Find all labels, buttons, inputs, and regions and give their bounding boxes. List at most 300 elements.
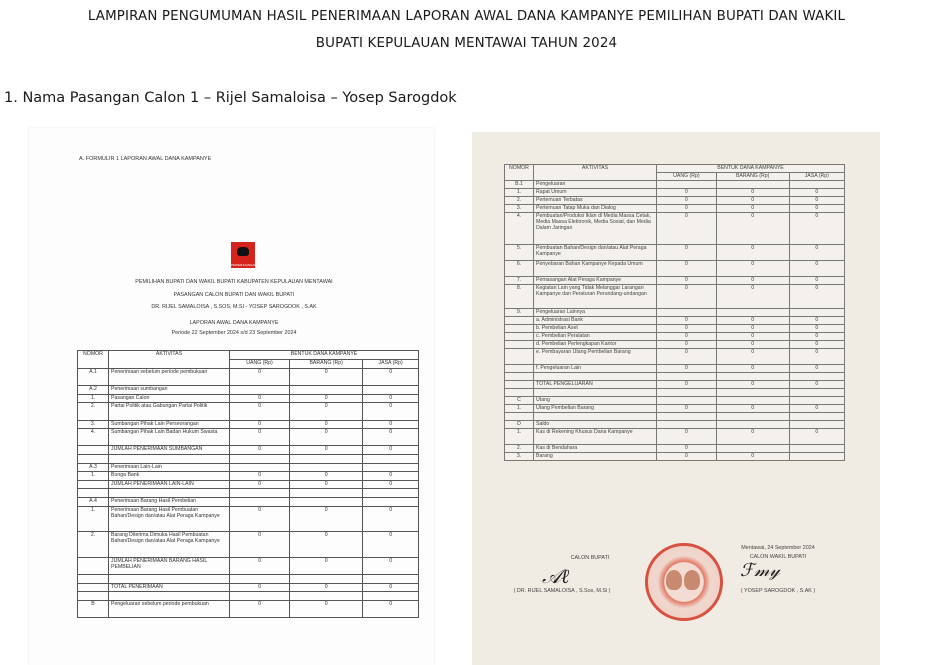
- cell-barang: 0: [716, 333, 789, 341]
- cell-barang: 0: [716, 213, 789, 245]
- table-row: [78, 394, 419, 403]
- cell-aktivitas: Pembuatan Bahan/Design dan/atau Alat Peraga Kampanye: [534, 245, 657, 261]
- cell-jasa: 0: [789, 261, 844, 277]
- cell-barang: [716, 413, 789, 421]
- cell-jasa: 0: [789, 429, 844, 445]
- cell-aktivitas: c. Pembelian Peralatan: [534, 333, 657, 341]
- cell-nomor: [505, 413, 534, 421]
- cell-uang: [230, 454, 290, 463]
- cell-uang: 0: [657, 445, 717, 453]
- table-row: [78, 601, 419, 618]
- header-line-2: BUPATI KEPULAUAN MENTAWAI TAHUN 2024: [315, 36, 618, 51]
- cell-uang: [657, 181, 717, 189]
- cell-nomor: A.3: [78, 463, 109, 472]
- table-row: [78, 558, 419, 575]
- cell-aktivitas: Pengeluaran Lainnya: [534, 309, 657, 317]
- cell-uang: 0: [657, 205, 717, 213]
- cell-barang: 0: [290, 601, 363, 618]
- cell-nomor: A.2: [78, 386, 109, 395]
- cell-nomor: [78, 489, 109, 498]
- cell-jasa: [363, 386, 419, 395]
- cell-jasa: [789, 309, 844, 317]
- cell-uang: [657, 421, 717, 429]
- cell-jasa: 0: [363, 601, 419, 618]
- cell-jasa: 0: [789, 325, 844, 333]
- cell-nomor: 1.: [78, 394, 109, 403]
- cell-barang: 0: [716, 189, 789, 197]
- cell-uang: 0: [657, 333, 717, 341]
- col-bentuk: BENTUK DANA KAMPANYE: [230, 351, 419, 360]
- cell-jasa: 0: [363, 583, 419, 592]
- table-row: [78, 403, 419, 420]
- cell-nomor: 8.: [505, 285, 534, 309]
- cell-jasa: [363, 489, 419, 498]
- table-row: [505, 365, 845, 373]
- campaign-stamp: [645, 543, 723, 621]
- col-uang: UANG (Rp): [230, 360, 290, 369]
- cell-barang: [290, 575, 363, 584]
- cell-barang: 0: [290, 532, 363, 558]
- report-title-line: DR. RIJEL SAMALOISA , S.SOS, M.SI - YOSEP SAROGDOK , S.AK: [151, 304, 317, 310]
- cell-barang: 0: [290, 558, 363, 575]
- cell-uang: 0: [657, 285, 717, 309]
- cell-uang: 0: [657, 429, 717, 445]
- table-row: [505, 261, 845, 277]
- cell-barang: 0: [716, 197, 789, 205]
- cell-jasa: [789, 445, 844, 453]
- cell-nomor: [78, 558, 109, 575]
- col-nomor: NOMOR: [78, 351, 109, 369]
- report-title-line: LAPORAN AWAL DANA KAMPANYE: [189, 320, 279, 326]
- cell-barang: [290, 489, 363, 498]
- table-row: [505, 389, 845, 397]
- cell-uang: 0: [657, 325, 717, 333]
- cell-nomor: [505, 317, 534, 325]
- report-period: Periode 22 September 2024 s/d 23 September 2024: [171, 330, 297, 336]
- cell-aktivitas: Kegiatan Lain yang Tidak Melanggar Larangan Kampanye dan Peraturan Perundang-undangan: [534, 285, 657, 309]
- cell-nomor: [505, 365, 534, 373]
- cell-barang: [290, 497, 363, 506]
- cell-nomor: 2.: [78, 532, 109, 558]
- cell-aktivitas: [534, 389, 657, 397]
- table-row: [505, 309, 845, 317]
- cell-barang: 0: [290, 403, 363, 420]
- col-jasa: JASA (Rp): [363, 360, 419, 369]
- cell-aktivitas: Sumbangan Pihak Lain Badan Hukum Swasta: [109, 429, 230, 446]
- table-row: [505, 197, 845, 205]
- cell-jasa: 0: [363, 446, 419, 455]
- cell-uang: 0: [657, 381, 717, 389]
- cell-uang: 0: [230, 446, 290, 455]
- cell-nomor: [505, 373, 534, 381]
- cell-jasa: [789, 421, 844, 429]
- table-row: [505, 189, 845, 197]
- cell-uang: 0: [230, 480, 290, 489]
- col-uang: UANG (Rp): [657, 173, 717, 181]
- table-row: [78, 429, 419, 446]
- cell-jasa: 0: [363, 420, 419, 429]
- cell-barang: 0: [290, 583, 363, 592]
- cell-aktivitas: TOTAL PENERIMAAN: [109, 583, 230, 592]
- cell-jasa: 0: [789, 333, 844, 341]
- cell-barang: [716, 373, 789, 381]
- cell-uang: 0: [657, 261, 717, 277]
- table-row: [78, 506, 419, 532]
- cell-nomor: B: [78, 601, 109, 618]
- cell-nomor: C: [505, 397, 534, 405]
- cell-aktivitas: Pemasangan Alat Peraga Kampanye: [534, 277, 657, 285]
- table-row: [505, 373, 845, 381]
- cell-uang: 0: [657, 213, 717, 245]
- cell-uang: 0: [657, 317, 717, 325]
- cell-barang: 0: [716, 285, 789, 309]
- cell-barang: 0: [290, 420, 363, 429]
- cell-barang: [716, 421, 789, 429]
- cell-jasa: 0: [363, 506, 419, 532]
- col-barang: BARANG (Rp): [716, 173, 789, 181]
- cell-uang: [657, 309, 717, 317]
- table-row: [505, 453, 845, 461]
- signature-title-left: CALON BUPATI: [570, 555, 610, 561]
- table-row: [505, 205, 845, 213]
- cell-uang: 0: [657, 349, 717, 365]
- cell-aktivitas: JUMLAH PENERIMAAN SUMBANGAN: [109, 446, 230, 455]
- cell-uang: [230, 575, 290, 584]
- cell-jasa: 0: [789, 189, 844, 197]
- cell-jasa: 0: [363, 532, 419, 558]
- signature-name-right: ( YOSEP SAROGDOK , S.AK ): [740, 588, 816, 594]
- table-row: [505, 381, 845, 389]
- cell-aktivitas: TOTAL PENGELUARAN: [534, 381, 657, 389]
- cell-nomor: [78, 592, 109, 601]
- cell-uang: 0: [230, 369, 290, 386]
- document-header: [0, 3, 933, 57]
- cell-aktivitas: JUMLAH PENERIMAAN LAIN-LAIN: [109, 480, 230, 489]
- cell-uang: 0: [230, 420, 290, 429]
- cell-jasa: 0: [789, 277, 844, 285]
- table-row: [505, 421, 845, 429]
- cell-aktivitas: Kas di Bendahara: [534, 445, 657, 453]
- cell-aktivitas: Utang: [534, 397, 657, 405]
- cell-jasa: 0: [789, 341, 844, 349]
- cell-jasa: [789, 397, 844, 405]
- cell-barang: [716, 389, 789, 397]
- cell-nomor: [78, 583, 109, 592]
- cell-barang: 0: [290, 394, 363, 403]
- table-row: [505, 405, 845, 413]
- cell-barang: 0: [716, 341, 789, 349]
- party-logo: [231, 242, 255, 268]
- table-row: [505, 245, 845, 261]
- cell-nomor: [78, 446, 109, 455]
- cell-nomor: 2.: [505, 445, 534, 453]
- party-logo-label: PDIPERJUANGAN: [231, 263, 257, 267]
- cell-nomor: 4.: [505, 213, 534, 245]
- cell-jasa: [789, 413, 844, 421]
- col-aktivitas: AKTIVITAS: [534, 165, 657, 181]
- bull-icon: [237, 247, 249, 256]
- table-row: [505, 333, 845, 341]
- cell-barang: 0: [716, 381, 789, 389]
- cell-barang: 0: [716, 317, 789, 325]
- cell-nomor: A.4: [78, 497, 109, 506]
- cell-uang: [230, 463, 290, 472]
- cell-aktivitas: [534, 373, 657, 381]
- signature-name-left: ( DR. RIJEL SAMALOISA , S.Sos, M.Si ): [513, 588, 611, 594]
- cell-nomor: 4.: [78, 429, 109, 446]
- cell-aktivitas: Penerimaan Barang Hasil Pembuatan Bahan/Design dan/atau Alat Peraga Kampanye: [109, 506, 230, 532]
- cell-aktivitas: f. Pengeluaran Lain: [534, 365, 657, 373]
- cell-uang: 0: [230, 429, 290, 446]
- cell-uang: [657, 389, 717, 397]
- cell-nomor: 3.: [78, 420, 109, 429]
- cell-uang: 0: [657, 197, 717, 205]
- cell-nomor: 5.: [505, 245, 534, 261]
- table-row: [78, 386, 419, 395]
- table-row: [78, 583, 419, 592]
- cell-nomor: 1.: [505, 189, 534, 197]
- cell-uang: [657, 413, 717, 421]
- cell-nomor: 1.: [78, 472, 109, 481]
- candidate-subtitle: 1. Nama Pasangan Calon 1 – Rijel Samaloisa – Yosep Sarogdok: [4, 90, 457, 106]
- cell-nomor: [78, 454, 109, 463]
- cell-aktivitas: [109, 592, 230, 601]
- cell-aktivitas: Saldo: [534, 421, 657, 429]
- cell-jasa: 0: [789, 365, 844, 373]
- table-row: [78, 480, 419, 489]
- cell-uang: [657, 373, 717, 381]
- cell-barang: 0: [716, 405, 789, 413]
- cell-nomor: [505, 381, 534, 389]
- report-title-line: PEMILIHAN BUPATI DAN WAKIL BUPATI KABUPATEN KEPULAUAN MENTAWAI: [135, 279, 333, 285]
- cell-aktivitas: d. Pembelian Perlengkapan Kantor: [534, 341, 657, 349]
- cell-nomor: [78, 480, 109, 489]
- report-title-line: PASANGAN CALON BUPATI DAN WAKIL BUPATI: [173, 292, 295, 298]
- cell-uang: 0: [230, 394, 290, 403]
- cell-uang: 0: [230, 558, 290, 575]
- candidate-portrait-1: [666, 570, 682, 590]
- cell-jasa: 0: [363, 472, 419, 481]
- cell-aktivitas: Penerimaan sumbangan: [109, 386, 230, 395]
- cell-aktivitas: b. Pembelian Aset: [534, 325, 657, 333]
- cell-nomor: 1.: [505, 405, 534, 413]
- cell-uang: [657, 397, 717, 405]
- cell-nomor: [505, 325, 534, 333]
- table-row: [505, 349, 845, 365]
- table-row: [505, 341, 845, 349]
- cell-aktivitas: [534, 413, 657, 421]
- cell-jasa: [789, 453, 844, 461]
- cell-nomor: D: [505, 421, 534, 429]
- table-row: [505, 325, 845, 333]
- cell-uang: 0: [230, 403, 290, 420]
- cell-jasa: [363, 575, 419, 584]
- cell-uang: [230, 497, 290, 506]
- report-page-right: [472, 132, 880, 665]
- cell-barang: 0: [290, 446, 363, 455]
- cell-nomor: 2.: [505, 197, 534, 205]
- table-row: [505, 429, 845, 445]
- cell-uang: [230, 592, 290, 601]
- cell-jasa: [789, 389, 844, 397]
- cell-barang: [290, 463, 363, 472]
- cell-aktivitas: JUMLAH PENERIMAAN BARANG HASIL PEMBELIAN: [109, 558, 230, 575]
- col-barang: BARANG (Rp): [290, 360, 363, 369]
- table-row: [78, 575, 419, 584]
- table-row: [78, 532, 419, 558]
- cell-jasa: 0: [363, 429, 419, 446]
- cell-jasa: [789, 181, 844, 189]
- table-row: [505, 445, 845, 453]
- cell-aktivitas: Penerimaan Barang Hasil Pembelian: [109, 497, 230, 506]
- cell-uang: 0: [230, 506, 290, 532]
- cell-barang: 0: [290, 429, 363, 446]
- cell-uang: [230, 489, 290, 498]
- cell-jasa: 0: [789, 213, 844, 245]
- cell-uang: 0: [657, 277, 717, 285]
- cell-aktivitas: Pasangan Calon: [109, 394, 230, 403]
- cell-jasa: 0: [789, 245, 844, 261]
- cell-aktivitas: Bunga Bank: [109, 472, 230, 481]
- cell-jasa: 0: [363, 480, 419, 489]
- cell-jasa: 0: [789, 285, 844, 309]
- cell-barang: [290, 454, 363, 463]
- table-row: [505, 277, 845, 285]
- cell-uang: 0: [657, 245, 717, 261]
- cell-nomor: [505, 333, 534, 341]
- cell-nomor: 9.: [505, 309, 534, 317]
- cell-aktivitas: Utang Pembelian Barang: [534, 405, 657, 413]
- cell-barang: 0: [716, 365, 789, 373]
- table-row: [78, 369, 419, 386]
- cell-nomor: [78, 575, 109, 584]
- cell-jasa: [363, 497, 419, 506]
- cell-uang: 0: [230, 532, 290, 558]
- cell-jasa: [363, 463, 419, 472]
- table-row: [78, 463, 419, 472]
- cell-aktivitas: Pembuatan/Produksi Iklan di Media Massa Cetak, Media Massa Elektronik, Media Sosial, dan Media Dalam Jaringan: [534, 213, 657, 245]
- cell-aktivitas: [109, 454, 230, 463]
- cell-aktivitas: Barang: [534, 453, 657, 461]
- table-row: [78, 446, 419, 455]
- cell-aktivitas: Rapat Umum: [534, 189, 657, 197]
- cell-nomor: 7.: [505, 277, 534, 285]
- cell-uang: 0: [230, 583, 290, 592]
- cell-aktivitas: [109, 489, 230, 498]
- table-row: [505, 181, 845, 189]
- cell-uang: 0: [657, 405, 717, 413]
- table-row: [505, 317, 845, 325]
- cell-barang: [716, 309, 789, 317]
- expenditure-table: [504, 164, 845, 461]
- cell-jasa: 0: [789, 317, 844, 325]
- cell-nomor: 3.: [505, 453, 534, 461]
- cell-jasa: 0: [363, 403, 419, 420]
- col-aktivitas: AKTIVITAS: [109, 351, 230, 369]
- cell-aktivitas: Pengeluaran: [534, 181, 657, 189]
- cell-barang: [716, 397, 789, 405]
- cell-jasa: 0: [363, 394, 419, 403]
- cell-aktivitas: Pengeluaran sebelum periode pembukuan: [109, 601, 230, 618]
- cell-barang: 0: [290, 480, 363, 489]
- cell-barang: 0: [290, 506, 363, 532]
- cell-jasa: [363, 454, 419, 463]
- cell-barang: 0: [716, 453, 789, 461]
- cell-aktivitas: [109, 575, 230, 584]
- receipts-table: [77, 350, 419, 618]
- cell-nomor: 1.: [505, 429, 534, 445]
- table-row: [78, 472, 419, 481]
- cell-aktivitas: Penerimaan Lain-Lain: [109, 463, 230, 472]
- cell-jasa: 0: [789, 405, 844, 413]
- cell-jasa: 0: [789, 381, 844, 389]
- report-page-left: [29, 128, 434, 665]
- cell-barang: [716, 181, 789, 189]
- cell-nomor: 1.: [78, 506, 109, 532]
- cell-aktivitas: Kas di Rekening Khusus Dana Kampanye: [534, 429, 657, 445]
- col-jasa: JASA (Rp): [789, 173, 844, 181]
- col-nomor: NOMOR: [505, 165, 534, 181]
- cell-nomor: [505, 349, 534, 365]
- cell-aktivitas: Penerimaan sebelum periode pembukuan: [109, 369, 230, 386]
- table-row: [78, 489, 419, 498]
- cell-uang: [230, 386, 290, 395]
- signature-title-right: CALON WAKIL BUPATI: [749, 554, 807, 560]
- cell-nomor: [505, 341, 534, 349]
- table-row: [505, 413, 845, 421]
- cell-aktivitas: Partai Politik atau Gabungan Partai Politik: [109, 403, 230, 420]
- cell-aktivitas: Pertemuan Terbatas: [534, 197, 657, 205]
- handwritten-signature-right: ℱ𝓂𝓎: [740, 560, 780, 581]
- cell-barang: 0: [716, 325, 789, 333]
- cell-jasa: [789, 373, 844, 381]
- cell-aktivitas: Penyebaran Bahan Kampanye Kepada Umum: [534, 261, 657, 277]
- cell-uang: 0: [657, 341, 717, 349]
- col-bentuk: BENTUK DANA KAMPANYE: [657, 165, 845, 173]
- cell-nomor: 6.: [505, 261, 534, 277]
- cell-aktivitas: a. Administrasi Bank: [534, 317, 657, 325]
- handwritten-signature-left: 𝒜ℓ: [542, 564, 570, 588]
- table-row: [78, 420, 419, 429]
- cell-barang: 0: [716, 245, 789, 261]
- cell-jasa: 0: [789, 349, 844, 365]
- table-row: [505, 213, 845, 245]
- cell-barang: [290, 592, 363, 601]
- table-row: [78, 592, 419, 601]
- cell-barang: 0: [290, 472, 363, 481]
- cell-aktivitas: Barang Diterima Dimuka Hasil Pembuatan Bahan/Design dan/atau Alat Peraga Kampanye: [109, 532, 230, 558]
- header-line-1: LAMPIRAN PENGUMUMAN HASIL PENERIMAAN LAPORAN AWAL DANA KAMPANYE PEMILIHAN BUPATI DAN WAKIL: [87, 9, 846, 24]
- cell-aktivitas: Sumbangan Pihak Lain Perseorangan: [109, 420, 230, 429]
- cell-aktivitas: Pertemuan Tatap Muka dan Dialog: [534, 205, 657, 213]
- cell-jasa: 0: [789, 205, 844, 213]
- table-row: [505, 397, 845, 405]
- cell-uang: 0: [657, 365, 717, 373]
- cell-nomor: 3.: [505, 205, 534, 213]
- candidate-portrait-2: [684, 570, 700, 590]
- cell-aktivitas: e. Pembayaran Utang Pembelian Barang: [534, 349, 657, 365]
- cell-uang: 0: [657, 189, 717, 197]
- cell-barang: 0: [716, 205, 789, 213]
- table-row: [78, 454, 419, 463]
- form-label: A. FORMULIR 1 LAPORAN AWAL DANA KAMPANYE: [79, 156, 212, 162]
- cell-nomor: 2.: [78, 403, 109, 420]
- cell-nomor: [505, 389, 534, 397]
- cell-nomor: A.1: [78, 369, 109, 386]
- cell-jasa: 0: [363, 558, 419, 575]
- cell-uang: 0: [657, 453, 717, 461]
- cell-barang: [716, 445, 789, 453]
